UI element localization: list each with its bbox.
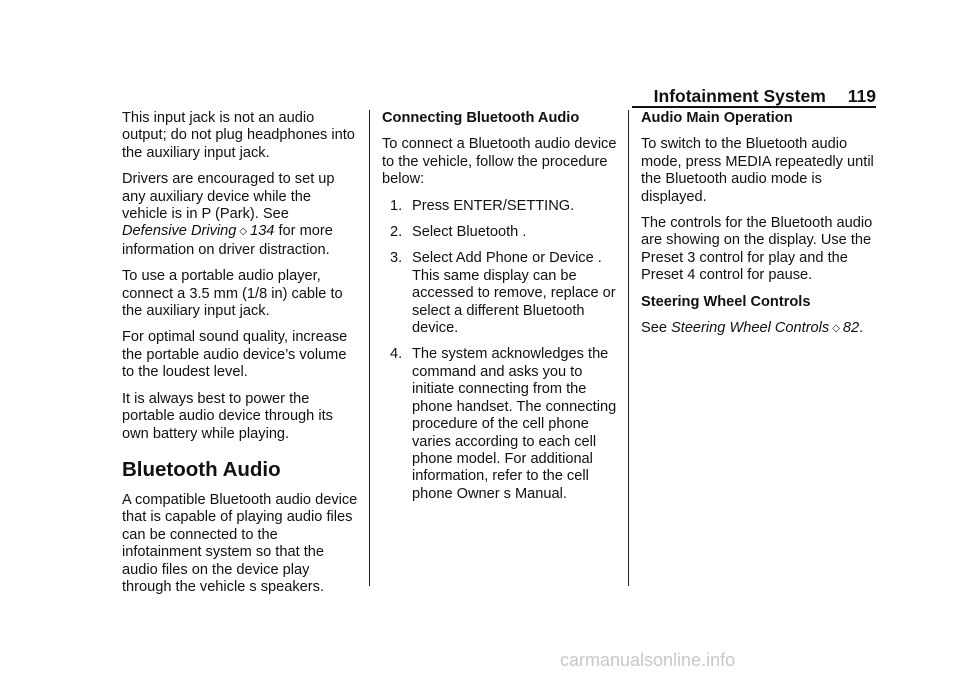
subsection-heading: Audio Main Operation [641, 110, 793, 126]
step-text: The system acknowledges the command and asks you to initiate connecting from the phone handset. The connecting procedure of the cell phone varies according to each cell phone model. For additional information, refer to the cell phone Owner s Manual. [412, 346, 617, 502]
paragraph: For optimal sound quality, increase the portable audio device’s volume to the loudest level. [122, 329, 348, 381]
paragraph-text: for more information on driver distraction. [122, 223, 333, 258]
step-item [382, 224, 622, 241]
column-left [122, 110, 358, 605]
page-number: 119 [847, 86, 876, 106]
cross-reference-link[interactable] [122, 223, 274, 239]
subsection-heading: Steering Wheel Controls [641, 293, 811, 310]
step-text: Select Add Phone or Device . This same display can be accessed to remove, replace or select a different Bluetooth device. [412, 250, 616, 337]
paragraph: It is always best to power the portable audio device through its own battery while playing. [122, 390, 333, 442]
paragraph: This input jack is not an audio output; do not plug headphones into the auxiliary input jack. [122, 110, 355, 161]
cross-reference-title: Defensive Driving [122, 223, 237, 240]
paragraph: To switch to the Bluetooth audio mode, press MEDIA repeatedly until the Bluetooth audio mode is displayed. [641, 136, 874, 205]
step-number: 4. [390, 346, 403, 363]
cross-reference-page: 134 [250, 223, 275, 240]
column-divider [369, 110, 370, 586]
section-heading: Bluetooth Audio [122, 457, 281, 481]
paragraph-text: . [859, 320, 864, 337]
cross-reference-link[interactable] [671, 320, 859, 336]
column-right [641, 110, 877, 347]
paragraph-text: Drivers are encouraged to set up any auxiliary device while the vehicle is in P (Park). See [122, 171, 335, 223]
page-reference-icon: ◇ [239, 226, 248, 238]
paragraph [122, 171, 358, 259]
header-rule [632, 106, 876, 108]
step-item [382, 198, 622, 215]
step-text: Press ENTER/SETTING. [412, 197, 575, 214]
step-number: 1. [390, 197, 403, 214]
section-title: Infotainment System [653, 86, 826, 106]
page-reference-icon: ◇ [832, 323, 840, 335]
step-item [382, 346, 622, 503]
step-item [382, 250, 622, 337]
step-number: 3. [390, 250, 403, 267]
paragraph: To use a portable audio player, connect a 3.5 mm (1/8 in) cable to the auxiliary input jack. [122, 268, 343, 320]
paragraph: To connect a Bluetooth audio device to the vehicle, follow the procedure below: [382, 136, 617, 188]
step-number: 2. [390, 224, 403, 241]
procedure-steps [382, 198, 622, 504]
subsection-heading: Connecting Bluetooth Audio [382, 110, 580, 126]
cross-reference-title: Steering Wheel Controls [671, 320, 830, 337]
column-middle [382, 110, 622, 512]
paragraph: The controls for the Bluetooth audio are showing on the display. Use the Preset 3 control for play and the Preset 4 control for pause. [641, 215, 873, 284]
page-header [0, 86, 876, 107]
watermark-text: carmanualsonline.info [560, 650, 736, 670]
column-divider [628, 110, 629, 586]
paragraph-text: See [641, 320, 667, 337]
cross-reference-page: 82 [842, 320, 860, 337]
paragraph [641, 320, 877, 338]
step-text: Select Bluetooth . [412, 224, 527, 241]
paragraph: A compatible Bluetooth audio device that is capable of playing audio files can be connected to the infotainment system so that the audio files on the device play through the vehicle s speakers. [122, 491, 358, 595]
